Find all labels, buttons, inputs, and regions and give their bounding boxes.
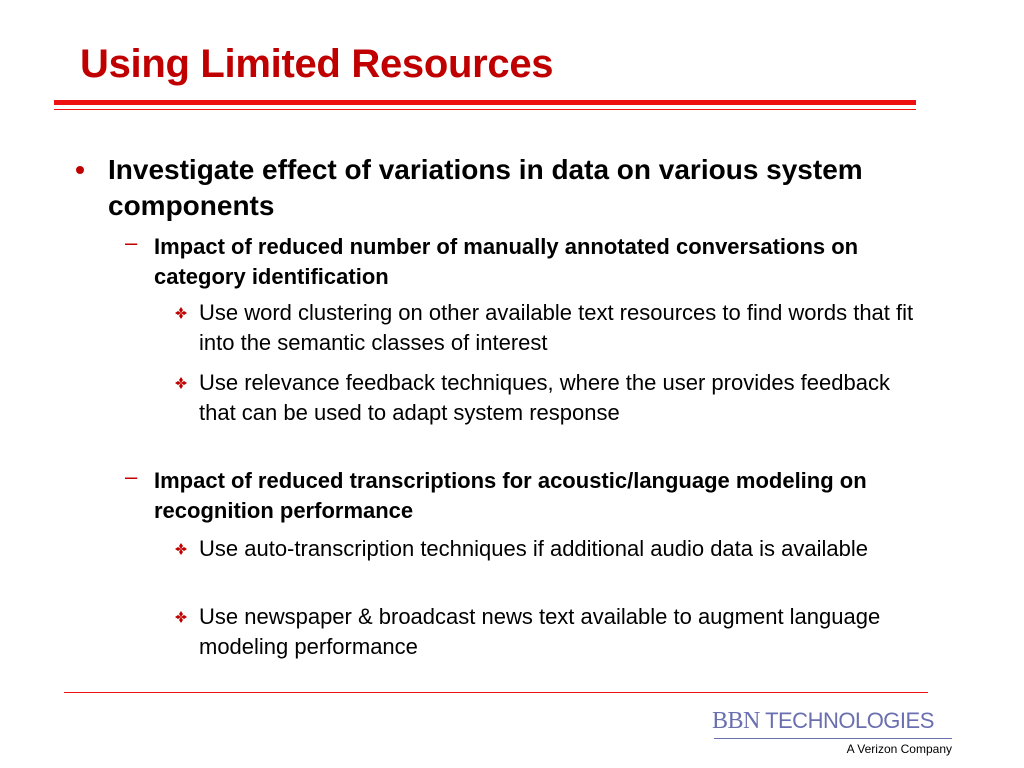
bullet-level2-text: Impact of reduced transcriptions for acoustic/language modeling on recognition performance (154, 468, 867, 523)
title-underline (54, 100, 916, 105)
bullet-level3-text: Use newspaper & broadcast news text available to augment language modeling performance (199, 604, 881, 659)
footer-rule (64, 692, 928, 693)
dash-icon: – (125, 230, 138, 255)
logo-prefix: BBN (712, 708, 760, 734)
diamond-cluster-icon (175, 543, 187, 555)
diamond-cluster-icon (175, 611, 187, 623)
logo-tagline: A Verizon Company (846, 742, 952, 756)
logo-rule (714, 738, 952, 739)
bullet-level3-text: Use auto-transcription techniques if additional audio data is available (199, 536, 868, 561)
bullet-dot-icon (76, 166, 84, 174)
logo-wordmark (712, 708, 934, 735)
slide-title: Using Limited Resources (80, 42, 554, 86)
bullet-level1-text: Investigate effect of variations in data on various system components (108, 154, 863, 221)
bullet-level3-text: Use word clustering on other available text resources to find words that fit into the semantic classes of interest (199, 300, 914, 355)
bbn-logo (712, 708, 952, 756)
bullet-level3-text: Use relevance feedback techniques, where the user provides feedback that can be used to adapt system response (199, 370, 890, 425)
bullet-level2-text: Impact of reduced number of manually annotated conversations on category identification (154, 234, 859, 289)
diamond-cluster-icon (175, 307, 187, 319)
title-underline-thin (54, 109, 916, 110)
diamond-cluster-icon (175, 377, 187, 389)
logo-suffix: TECHNOLOGIES (759, 708, 934, 733)
dash-icon: – (125, 464, 138, 489)
